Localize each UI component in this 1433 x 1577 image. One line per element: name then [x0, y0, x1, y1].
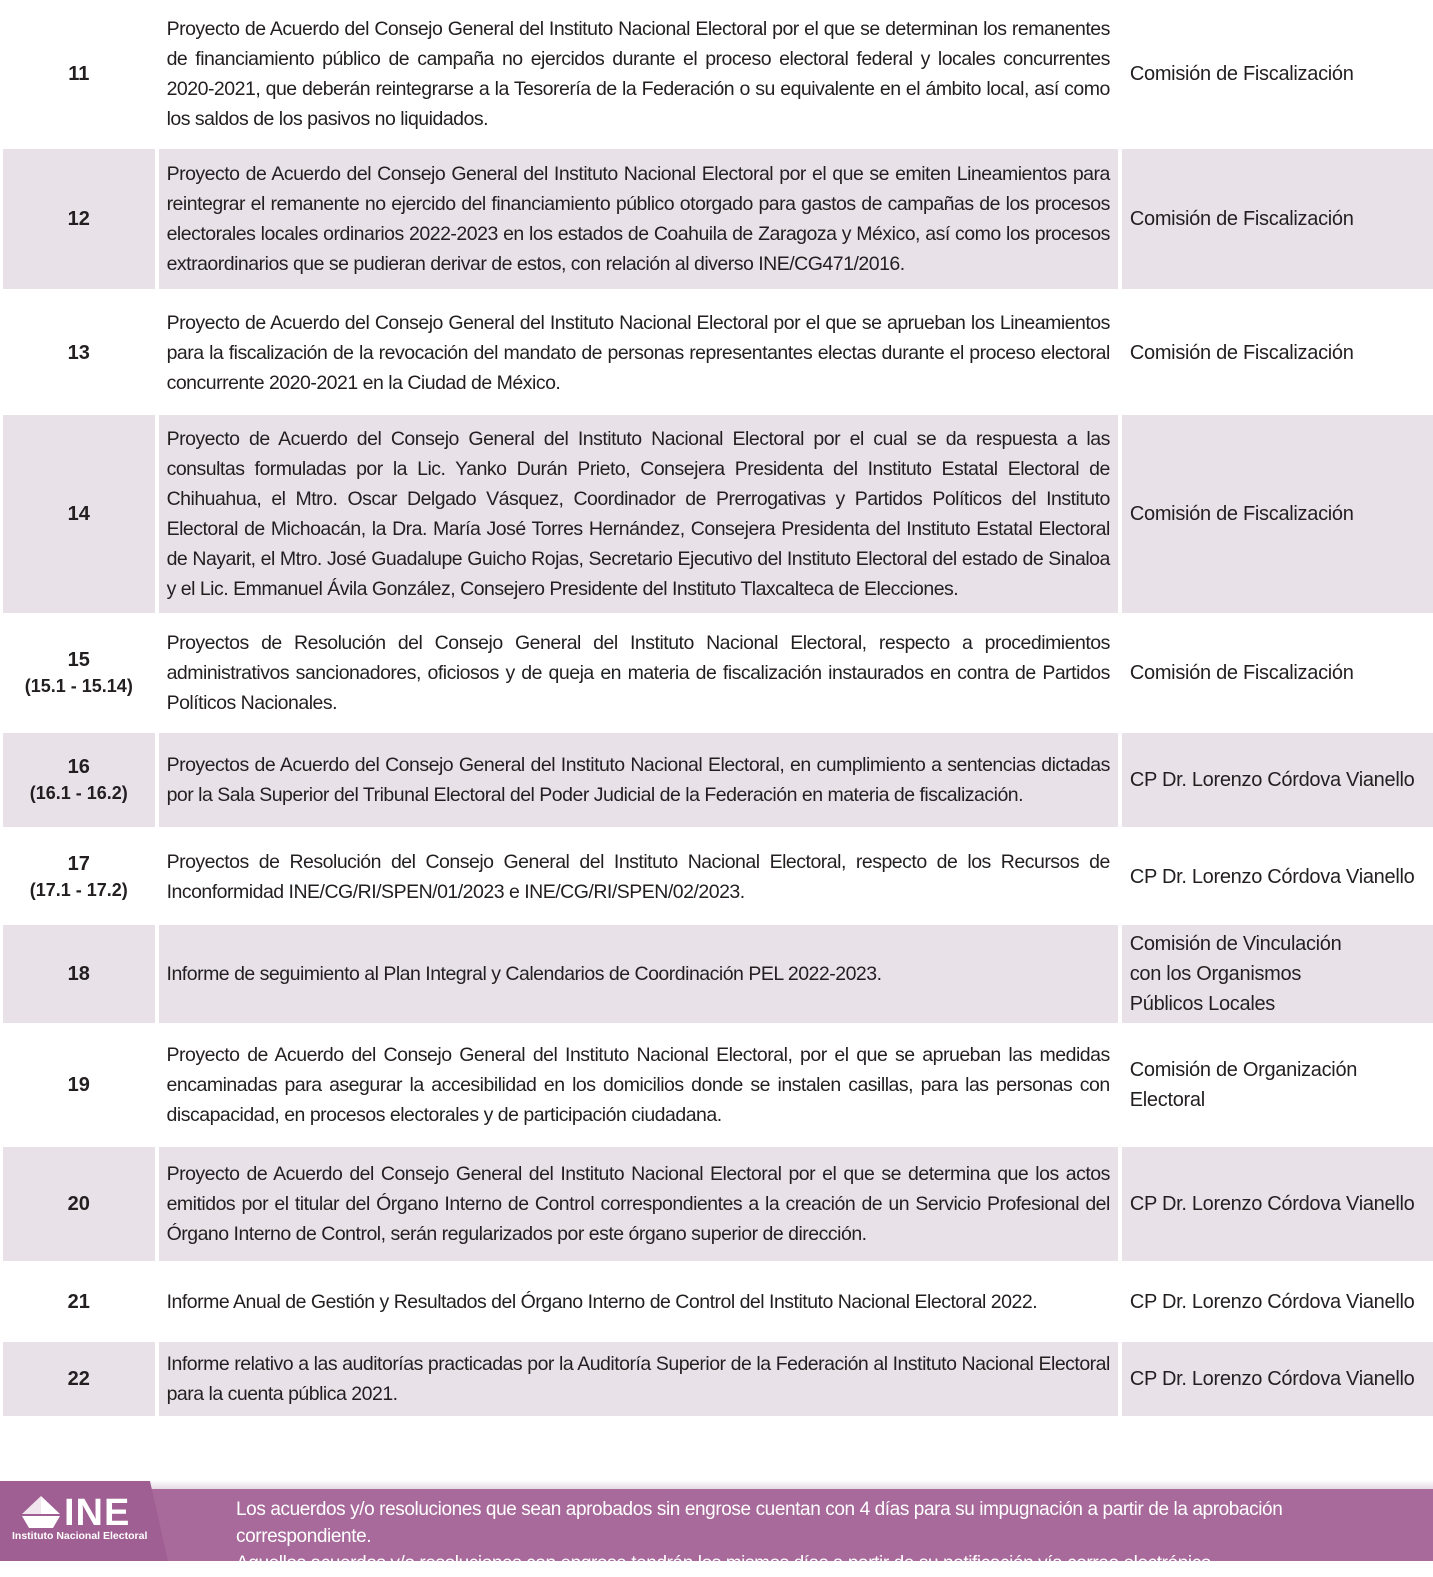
item-number: 13	[67, 342, 90, 364]
item-number: 21	[67, 1291, 90, 1313]
item-number: 22	[3, 1342, 155, 1416]
table-row	[0, 294, 1433, 412]
item-description: Proyecto de Acuerdo del Consejo General del Instituto Nacional Electoral, por el que se aprueban las medidas encaminadas para asegurar la accesibilidad en los domicilios donde se instalen casillas, para las personas con discapacidad, en procesos electorales y de participación ciudadana.	[166, 1044, 1110, 1126]
item-description: Proyecto de Acuerdo del Consejo General del Instituto Nacional Electoral por el que se emiten Lineamientos para reintegrar el remanente no ejercido del financiamiento público otorgado para gastos de campañas de los procesos electorales locales ordinarios 2022-2023 en los estados de Coahuila de Zaragoza y México, así como los procesos extraordinarios que se pudieran derivar de estos, con relación al diverso INE/CG471/2016.	[159, 149, 1118, 289]
item-responsible: CP Dr. Lorenzo Córdova Vianello	[1122, 733, 1433, 827]
item-responsible: Comisión de Fiscalización	[1129, 662, 1354, 684]
item-number: 14	[3, 415, 155, 613]
notice-line-2: Aquellos acuerdos y/o resoluciones con engrose tendrán los mismos días a partir de su notificación vía correo electrónico.	[236, 1553, 1216, 1574]
table-row	[0, 1265, 1433, 1339]
table-row	[0, 1027, 1433, 1143]
table-row	[0, 415, 1433, 613]
item-description: Proyectos de Resolución del Consejo General del Instituto Nacional Electoral, respecto de los Recursos de Inconformidad INE/CG/RI/SPEN/01/2023 e INE/CG/RI/SPEN/02/2023.	[166, 851, 1110, 903]
table-row	[0, 4, 1433, 144]
item-number: 19	[67, 1074, 90, 1096]
item-description: Proyecto de Acuerdo del Consejo General del Instituto Nacional Electoral por el que se determinan los remanentes de financiamiento público de campaña no ejercidos durante el proceso electoral federal y locales concurrentes 2020-2021, que deberán reintegrarse a la Tesorería de la Federación o su equivalente en el ámbito local, así como los saldos de los pasivos no liquidados.	[166, 18, 1110, 130]
item-number: 16 (16.1 - 16.2)	[3, 733, 155, 827]
item-responsible: CP Dr. Lorenzo Córdova Vianello	[1122, 1147, 1433, 1261]
logo-subtitle: Instituto Nacional Electoral	[12, 1530, 148, 1542]
item-description: Proyectos de Acuerdo del Consejo General del Instituto Nacional Electoral, en cumplimiento a sentencias dictadas por la Sala Superior del Tribunal Electoral del Poder Judicial de la Federación en materia de fiscalización.	[159, 733, 1118, 827]
item-responsible: CP Dr. Lorenzo Córdova Vianello	[1122, 1342, 1433, 1416]
footer-notice	[236, 1496, 1416, 1577]
item-description: Proyecto de Acuerdo del Consejo General del Instituto Nacional Electoral por el que se aprueban los Lineamientos para la fiscalización de la revocación del mandato de personas representantes electas durante el proceso electoral concurrente 2020-2021 en la Ciudad de México.	[166, 312, 1110, 394]
item-responsible: Comisión de Fiscalización	[1129, 342, 1354, 364]
item-description: Proyecto de Acuerdo del Consejo General del Instituto Nacional Electoral por el cual se da respuesta a las consultas formuladas por la Lic. Yanko Durán Prieto, Consejera Presidenta del Instituto Estatal Electoral de Chihuahua, el Mtro. Oscar Delgado Vásquez, Coordinador de Prerrogativas y Partidos Políticos del Instituto Electoral de Michoacán, la Dra. María José Torres Hernández, Consejera Presidenta del Instituto Estatal Electoral de Nayarit, el Mtro. José Guadalupe Guicho Rojas, Secretario Ejecutivo del Instituto Electoral del estado de Sinaloa y el Lic. Emmanuel Ávila González, Consejero Presidente del Instituto Tlaxcalteca de Elecciones.	[159, 415, 1118, 613]
item-description: Informe de seguimiento al Plan Integral y Calendarios de Coordinación PEL 2022-2023.	[159, 925, 1118, 1023]
item-number: 12	[3, 149, 155, 289]
footer-shadow	[0, 1480, 1433, 1489]
item-number: 20	[3, 1147, 155, 1261]
item-description: Informe relativo a las auditorías practicadas por la Auditoría Superior de la Federación al Instituto Nacional Electoral para la cuenta pública 2021.	[159, 1342, 1118, 1416]
item-range: (15.1 - 15.14)	[24, 676, 133, 696]
item-description: Proyectos de Resolución del Consejo General del Instituto Nacional Electoral, respecto a procedimientos administrativos sancionadores, oficiosos y de queja en materia de fiscalización instaurados en contra de Partidos Políticos Nacionales.	[166, 632, 1110, 714]
item-number: 11	[68, 63, 90, 85]
item-responsible: Comisión de Fiscalización	[1122, 415, 1433, 613]
table-row	[0, 831, 1433, 923]
item-responsible: Comisión de Fiscalización	[1129, 63, 1354, 85]
item-range: (16.1 - 16.2)	[29, 783, 128, 803]
item-responsible: Comisión de Fiscalización	[1122, 149, 1433, 289]
table-row	[0, 617, 1433, 729]
item-description: Informe Anual de Gestión y Resultados del Órgano Interno de Control del Instituto Nacional Electoral 2022.	[166, 1291, 1038, 1313]
item-responsible: Comisión de Organización Electoral	[1129, 1059, 1358, 1111]
table-row	[0, 925, 1433, 1023]
table-row	[0, 1342, 1433, 1416]
table-row	[0, 149, 1433, 289]
ine-logo	[12, 1492, 162, 1546]
table-row	[0, 1147, 1433, 1261]
item-responsible: CP Dr. Lorenzo Córdova Vianello	[1129, 866, 1415, 888]
notice-line-1: Los acuerdos y/o resoluciones que sean aprobados sin engrose cuentan con 4 días para su impugnación a partir de la aprobación correspondiente.	[236, 1499, 1283, 1547]
item-description: Proyecto de Acuerdo del Consejo General del Instituto Nacional Electoral por el que se determina que los actos emitidos por el titular del Órgano Interno de Control correspondientes a la creación de un Servicio Profesional del Órgano Interno de Control, serán regularizados por este órgano superior de dirección.	[159, 1147, 1118, 1261]
item-number: 17 (17.1 - 17.2)	[3, 831, 155, 923]
item-responsible: CP Dr. Lorenzo Córdova Vianello	[1129, 1291, 1415, 1313]
item-responsible: Comisión de Vinculación con los Organismos Públicos Locales	[1122, 925, 1433, 1023]
item-range: (17.1 - 17.2)	[29, 880, 128, 900]
table-row	[0, 733, 1433, 827]
item-number: 15 (15.1 - 15.14)	[3, 617, 155, 729]
item-number: 18	[3, 925, 155, 1023]
ine-diamond-icon	[20, 1496, 62, 1530]
logo-wordmark: INE	[64, 1492, 131, 1534]
